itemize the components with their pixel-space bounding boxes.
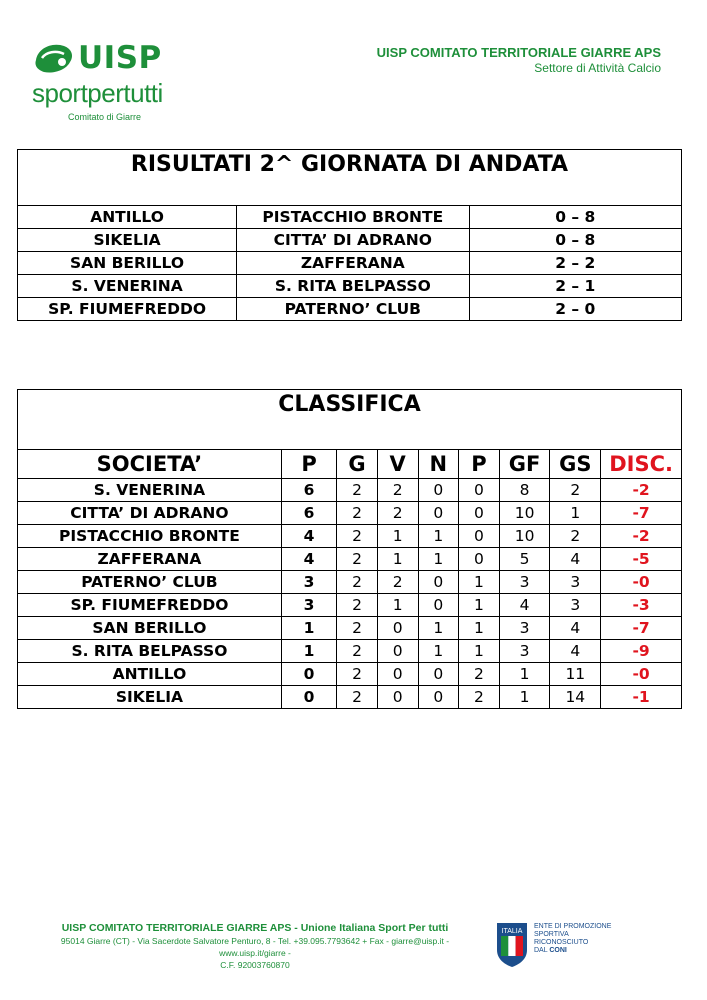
standings-row	[18, 617, 682, 640]
standings-cell-gf: 4	[499, 594, 550, 617]
standings-cell-v: 0	[377, 663, 418, 686]
match-home-team: S. VENERINA	[18, 275, 237, 298]
standings-cell-gs: 3	[550, 571, 601, 594]
footer-line3: C.F. 92003760870	[220, 960, 290, 970]
standings-cell-pts: 1	[281, 617, 336, 640]
standings-cell-gf: 3	[499, 571, 550, 594]
standings-cell-gf: 8	[499, 479, 550, 502]
standings-cell-p: 2	[459, 686, 500, 709]
standings-row	[18, 479, 682, 502]
standings-cell-v: 2	[377, 479, 418, 502]
standings-cell-disc: -5	[601, 548, 682, 571]
standings-cell-team: S. RITA BELPASSO	[18, 640, 282, 663]
coni-line1: ENTE DI PROMOZIONE	[534, 923, 612, 930]
standings-cell-n: 0	[418, 502, 459, 525]
column-header: V	[377, 450, 418, 479]
column-header: GF	[499, 450, 550, 479]
match-home-team: SIKELIA	[18, 229, 237, 252]
uisp-logo	[32, 40, 182, 125]
standings-row	[18, 525, 682, 548]
match-away-team: PISTACCHIO BRONTE	[237, 206, 469, 229]
match-away-team: PATERNO’ CLUB	[237, 298, 469, 321]
standings-cell-gs: 2	[550, 479, 601, 502]
standings-title: CLASSIFICA	[18, 390, 682, 450]
standings-cell-team: SP. FIUMEFREDDO	[18, 594, 282, 617]
standings-cell-gf: 10	[499, 502, 550, 525]
standings-cell-p: 0	[459, 479, 500, 502]
standings-cell-disc: -2	[601, 479, 682, 502]
coni-line3: RICONOSCIUTO	[534, 939, 589, 946]
standings-row	[18, 663, 682, 686]
column-header: P	[281, 450, 336, 479]
standings-cell-n: 1	[418, 617, 459, 640]
standings-cell-p: 2	[459, 663, 500, 686]
standings-cell-p: 0	[459, 525, 500, 548]
standings-cell-gf: 3	[499, 617, 550, 640]
standings-cell-g: 2	[337, 571, 378, 594]
match-home-team: SAN BERILLO	[18, 252, 237, 275]
column-header: SOCIETA’	[18, 450, 282, 479]
standings-cell-p: 1	[459, 571, 500, 594]
standings-cell-team: CITTA’ DI ADRANO	[18, 502, 282, 525]
standings-cell-p: 0	[459, 548, 500, 571]
svg-text:ITALIA: ITALIA	[501, 928, 523, 935]
standings-cell-n: 1	[418, 525, 459, 548]
coni-line2: SPORTIVA	[534, 931, 569, 938]
match-score: 0 – 8	[469, 206, 682, 229]
sector-name: Settore di Attività Calcio	[534, 61, 661, 75]
standings-cell-p: 1	[459, 594, 500, 617]
standings-cell-gf: 3	[499, 640, 550, 663]
standings-cell-pts: 6	[281, 479, 336, 502]
footer-line2: 95014 Giarre (CT) - Via Sacerdote Salvatore Penturo, 8 - Tel. +39.095.7793642 + Fax - giarre@uisp.it - www.uisp.it/giarre -	[60, 936, 450, 958]
coni-badge	[496, 922, 656, 970]
standings-row	[18, 594, 682, 617]
standings-cell-gs: 1	[550, 502, 601, 525]
standings-cell-gs: 14	[550, 686, 601, 709]
standings-cell-p: 1	[459, 640, 500, 663]
standings-cell-disc: -3	[601, 594, 682, 617]
standings-cell-g: 2	[337, 594, 378, 617]
match-away-team: ZAFFERANA	[237, 252, 469, 275]
standings-cell-team: PATERNO’ CLUB	[18, 571, 282, 594]
standings-cell-p: 0	[459, 502, 500, 525]
footer	[30, 922, 480, 971]
standings-cell-disc: -9	[601, 640, 682, 663]
standings-cell-team: PISTACCHIO BRONTE	[18, 525, 282, 548]
standings-cell-n: 0	[418, 663, 459, 686]
standings-cell-team: ANTILLO	[18, 663, 282, 686]
standings-cell-g: 2	[337, 479, 378, 502]
standings-cell-gf: 1	[499, 686, 550, 709]
logo-text: UISP	[78, 40, 162, 76]
column-header: GS	[550, 450, 601, 479]
standings-cell-gs: 2	[550, 525, 601, 548]
standings-cell-n: 0	[418, 479, 459, 502]
standings-cell-team: SIKELIA	[18, 686, 282, 709]
standings-cell-g: 2	[337, 686, 378, 709]
coni-line4: DAL CONI	[534, 947, 567, 954]
standings-cell-pts: 3	[281, 594, 336, 617]
standings-cell-team: SAN BERILLO	[18, 617, 282, 640]
standings-cell-v: 1	[377, 548, 418, 571]
standings-cell-g: 2	[337, 548, 378, 571]
column-header: N	[418, 450, 459, 479]
match-score: 2 – 2	[469, 252, 682, 275]
standings-cell-v: 0	[377, 640, 418, 663]
standings-cell-gs: 4	[550, 617, 601, 640]
standings-header-row	[18, 450, 682, 479]
match-away-team: CITTA’ DI ADRANO	[237, 229, 469, 252]
standings-cell-gs: 4	[550, 548, 601, 571]
standings-cell-pts: 3	[281, 571, 336, 594]
standings-table	[17, 389, 682, 709]
standings-cell-disc: -7	[601, 617, 682, 640]
org-name: UISP COMITATO TERRITORIALE GIARRE APS	[376, 45, 661, 60]
standings-row	[18, 502, 682, 525]
standings-cell-disc: -1	[601, 686, 682, 709]
column-header: G	[337, 450, 378, 479]
results-body	[18, 206, 682, 321]
standings-cell-gs: 4	[550, 640, 601, 663]
logo-sub: Comitato di Giarre	[68, 112, 142, 122]
standings-cell-disc: -0	[601, 663, 682, 686]
standings-cell-g: 2	[337, 617, 378, 640]
standings-cell-g: 2	[337, 663, 378, 686]
standings-cell-v: 2	[377, 502, 418, 525]
standings-cell-disc: -2	[601, 525, 682, 548]
standings-cell-v: 2	[377, 571, 418, 594]
logo-tagline: sportpertutti	[32, 78, 163, 108]
standings-row	[18, 571, 682, 594]
standings-cell-n: 0	[418, 686, 459, 709]
match-row	[18, 298, 682, 321]
standings-cell-pts: 4	[281, 548, 336, 571]
results-title: RISULTATI 2^ GIORNATA DI ANDATA	[18, 150, 682, 206]
standings-row	[18, 640, 682, 663]
match-score: 2 – 1	[469, 275, 682, 298]
standings-cell-n: 1	[418, 640, 459, 663]
match-home-team: SP. FIUMEFREDDO	[18, 298, 237, 321]
standings-cell-n: 1	[418, 548, 459, 571]
standings-cell-gs: 3	[550, 594, 601, 617]
match-row	[18, 206, 682, 229]
column-header: DISC.	[601, 450, 682, 479]
results-table	[17, 149, 682, 321]
standings-cell-gs: 11	[550, 663, 601, 686]
header-org-block	[377, 44, 661, 76]
standings-cell-n: 0	[418, 594, 459, 617]
standings-row	[18, 686, 682, 709]
standings-cell-disc: -7	[601, 502, 682, 525]
footer-line1: UISP COMITATO TERRITORIALE GIARRE APS - Unione Italiana Sport Per tutti	[61, 922, 449, 934]
standings-cell-gf: 10	[499, 525, 550, 548]
standings-cell-pts: 0	[281, 686, 336, 709]
standings-cell-n: 0	[418, 571, 459, 594]
match-row	[18, 252, 682, 275]
standings-cell-gf: 5	[499, 548, 550, 571]
coni-text	[534, 923, 611, 955]
standings-cell-team: S. VENERINA	[18, 479, 282, 502]
standings-row	[18, 548, 682, 571]
match-row	[18, 229, 682, 252]
standings-cell-pts: 0	[281, 663, 336, 686]
standings-cell-pts: 6	[281, 502, 336, 525]
standings-body	[18, 479, 682, 709]
standings-cell-disc: -0	[601, 571, 682, 594]
uisp-emblem-icon	[32, 40, 76, 78]
standings-cell-pts: 1	[281, 640, 336, 663]
standings-cell-v: 0	[377, 686, 418, 709]
column-header: P	[459, 450, 500, 479]
standings-cell-p: 1	[459, 617, 500, 640]
standings-cell-v: 0	[377, 617, 418, 640]
standings-cell-g: 2	[337, 525, 378, 548]
standings-cell-team: ZAFFERANA	[18, 548, 282, 571]
match-score: 0 – 8	[469, 229, 682, 252]
coni-badge-label	[496, 925, 528, 935]
standings-cell-g: 2	[337, 502, 378, 525]
match-away-team: S. RITA BELPASSO	[237, 275, 469, 298]
match-row	[18, 275, 682, 298]
standings-cell-v: 1	[377, 525, 418, 548]
standings-cell-gf: 1	[499, 663, 550, 686]
match-home-team: ANTILLO	[18, 206, 237, 229]
standings-cell-v: 1	[377, 594, 418, 617]
standings-cell-pts: 4	[281, 525, 336, 548]
match-score: 2 – 0	[469, 298, 682, 321]
standings-cell-g: 2	[337, 640, 378, 663]
